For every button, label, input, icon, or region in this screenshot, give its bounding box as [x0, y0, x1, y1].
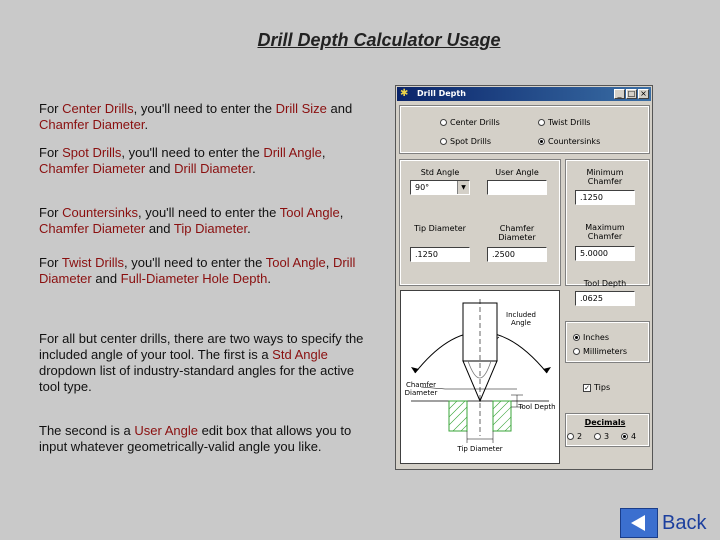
maximize-button[interactable]: □ [627, 89, 636, 98]
dimensions-group [400, 160, 560, 285]
radio-twist-drills[interactable] [538, 118, 590, 127]
radio-decimals-4[interactable] [621, 432, 636, 441]
radio-inches[interactable] [573, 333, 609, 342]
radio-millimeters-label: Millimeters [583, 347, 628, 356]
back-button[interactable] [620, 508, 706, 538]
max-chamfer-field: 5.0000 [575, 246, 635, 261]
window-titlebar[interactable] [397, 87, 651, 101]
radio-decimals-3[interactable] [594, 432, 609, 441]
user-angle-label: User Angle [495, 168, 539, 177]
paragraph-center-drills: For Center Drills, you'll need to enter the Drill Size and Chamfer Diameter. [39, 101, 353, 132]
drill-depth-window [395, 85, 653, 470]
radio-decimals-4-dot[interactable] [621, 433, 628, 440]
min-chamfer-label: Minimum Chamfer [586, 168, 624, 186]
tool-depth-label: Tool Depth [583, 279, 627, 288]
radio-spot-drills[interactable] [440, 137, 491, 146]
radio-countersinks-label: Countersinks [548, 137, 601, 146]
user-angle-input[interactable] [487, 180, 547, 195]
std-angle-value: 90° [415, 183, 430, 192]
radio-spot-drills-dot[interactable] [440, 138, 447, 145]
paragraph-countersinks: For Countersinks, you'll need to enter the Tool Angle, Chamfer Diameter and Tip Diameter. [39, 205, 344, 236]
max-chamfer-label: Maximum Chamfer [585, 223, 625, 241]
tip-diameter-label: Tip Diameter [414, 224, 466, 233]
diagram-tip-diameter-label: Tip Diameter [457, 445, 503, 453]
std-angle-dropdown[interactable] [410, 180, 470, 195]
window-title: Drill Depth [417, 89, 466, 98]
back-arrow-icon[interactable] [620, 508, 658, 538]
close-button[interactable]: × [638, 89, 649, 99]
radio-center-drills[interactable] [440, 118, 500, 127]
app-icon: ✱ [400, 88, 409, 99]
tool-depth-field: .0625 [575, 291, 635, 306]
slide-title: Drill Depth Calculator Usage [257, 30, 501, 50]
radio-millimeters-dot[interactable] [573, 348, 580, 355]
min-chamfer-field: .1250 [575, 190, 635, 205]
paragraph-twist-drills: For Twist Drills, you'll need to enter the Tool Angle, Drill Diameter and Full-Diameter Hole Depth. [39, 255, 356, 286]
radio-twist-drills-label: Twist Drills [548, 118, 591, 127]
paragraph-angle-options: For all but center drills, there are two ways to specify the included angle of your tool. The first is a Std Angle dropdown list of industry-standard angles for the active tool type. [39, 331, 364, 394]
tips-checkbox-box[interactable]: ✓ [584, 383, 590, 392]
back-label[interactable]: Back [662, 511, 707, 534]
tool-type-group [400, 106, 649, 153]
radio-millimeters[interactable] [573, 347, 627, 356]
diagram-included-angle-label: Included Angle [506, 311, 536, 327]
radio-spot-drills-label: Spot Drills [450, 137, 492, 146]
radio-decimals-2-label: 2 [577, 432, 583, 441]
tips-label: Tips [594, 383, 611, 392]
diagram-tool-depth-label: Tool Depth [518, 403, 556, 411]
chevron-down-icon[interactable]: ▼ [457, 181, 469, 194]
tips-checkbox[interactable] [583, 383, 610, 392]
std-angle-label: Std Angle [420, 168, 460, 177]
radio-inches-label: Inches [583, 333, 609, 342]
units-group [566, 322, 649, 362]
tip-diameter-input[interactable]: .1250 [410, 247, 470, 262]
diagram-chamfer-diameter-label: Chamfer Diameter [404, 381, 438, 397]
paragraph-spot-drills: For Spot Drills, you'll need to enter the Drill Angle, Chamfer Diameter and Drill Diameter. [39, 145, 326, 176]
radio-decimals-2[interactable] [567, 432, 582, 441]
radio-decimals-4-label: 4 [631, 432, 637, 441]
radio-countersinks-dot[interactable] [538, 138, 545, 145]
paragraph-user-angle: The second is a User Angle edit box that allows you to input whatever geometrically-valid angle you like. [39, 423, 352, 454]
radio-countersinks[interactable] [538, 137, 600, 146]
radio-decimals-2-dot[interactable] [567, 433, 574, 440]
decimals-label: Decimals [584, 418, 626, 427]
minimize-button[interactable]: _ [614, 89, 625, 99]
countersink-diagram [400, 290, 560, 464]
radio-decimals-3-dot[interactable] [594, 433, 601, 440]
chamfer-diameter-input[interactable]: .2500 [487, 247, 547, 262]
chamfer-diameter-label: Chamfer Diameter [498, 224, 536, 242]
radio-twist-drills-dot[interactable] [538, 119, 545, 126]
radio-center-drills-dot[interactable] [440, 119, 447, 126]
radio-center-drills-label: Center Drills [450, 118, 500, 127]
radio-decimals-3-label: 3 [604, 432, 610, 441]
radio-inches-dot[interactable] [573, 334, 580, 341]
